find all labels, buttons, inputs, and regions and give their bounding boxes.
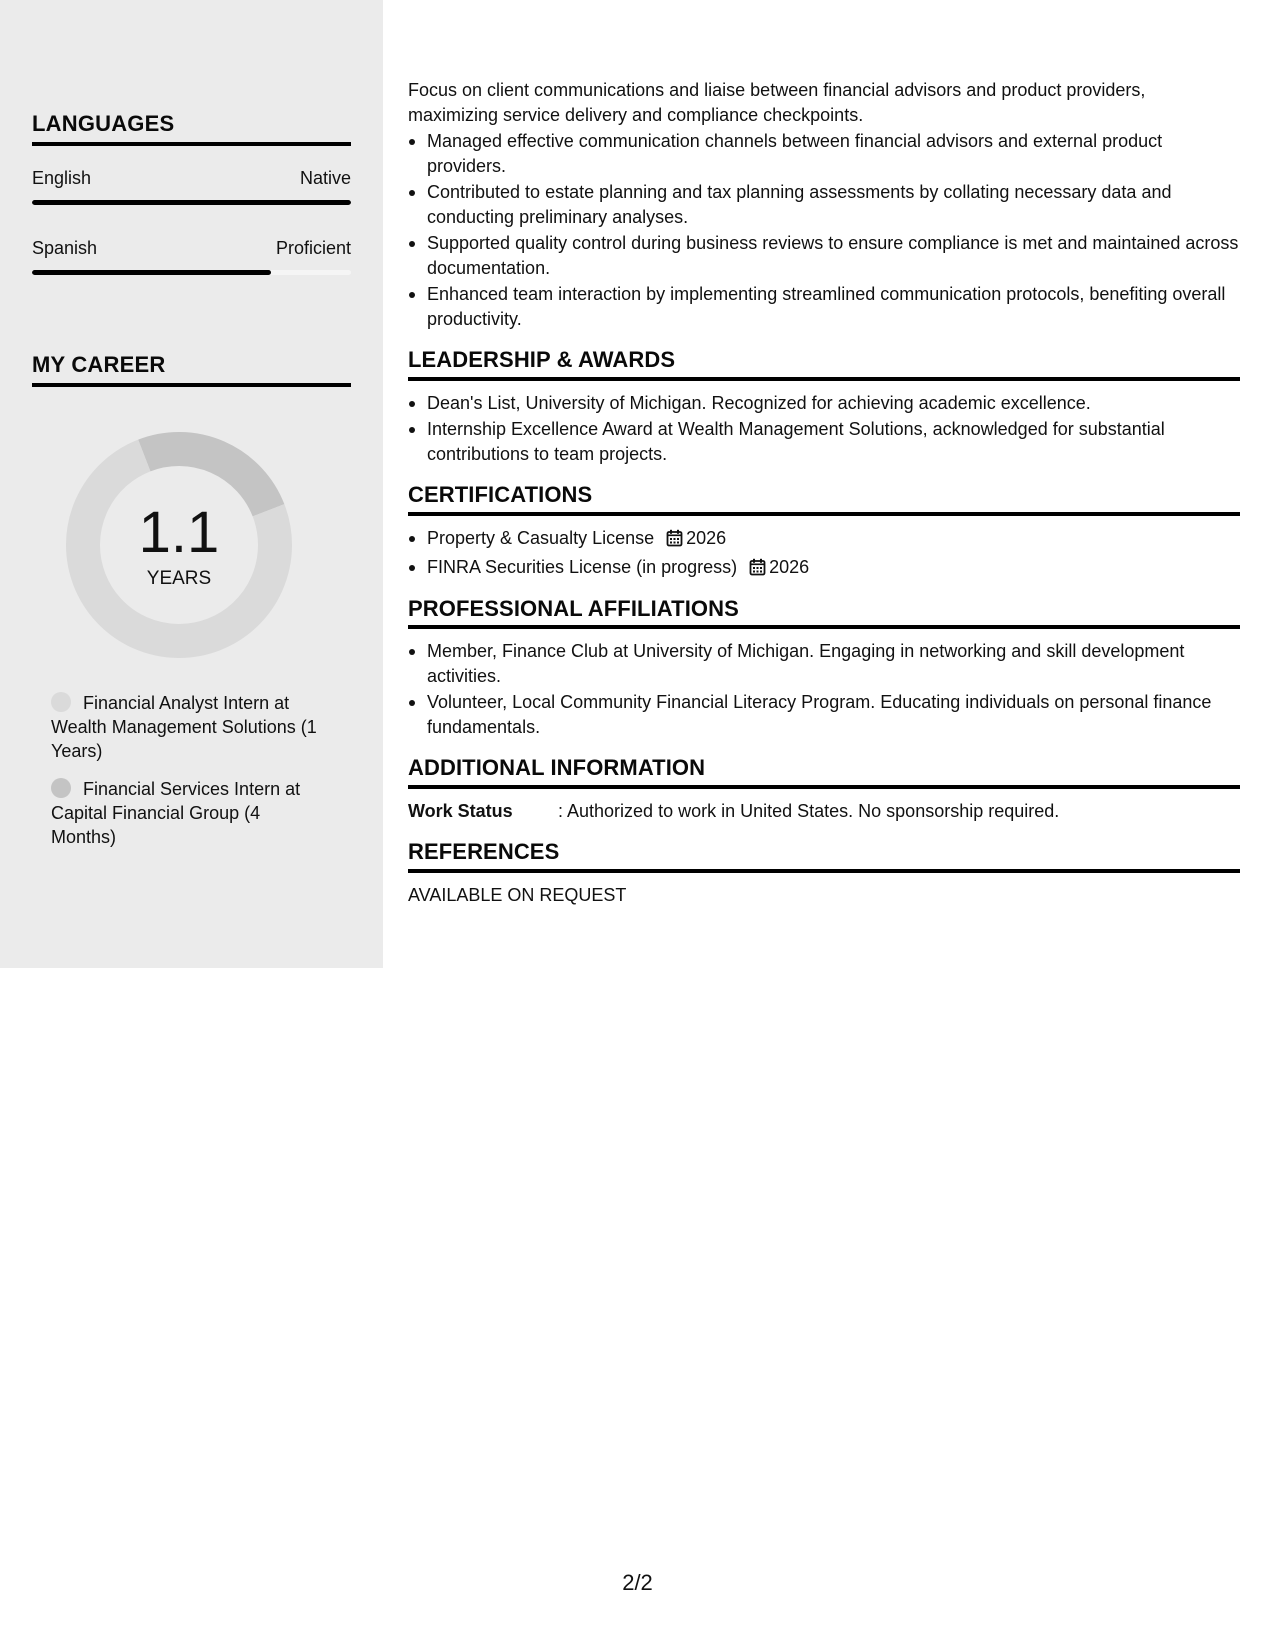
career-legend-dot: [51, 692, 71, 712]
career-legend-item: [51, 777, 321, 849]
experience-bullets: [408, 129, 1240, 331]
experience-bullet: Supported quality control during business reviews to ensure compliance is met and maintained across documentation.: [408, 231, 1240, 280]
main-content: [408, 78, 1240, 907]
page-number: 2/2: [622, 1570, 653, 1595]
leadership-item: Dean's List, University of Michigan. Recognized for achieving academic excellence.: [408, 391, 1240, 416]
affiliations-title: PROFESSIONAL AFFILIATIONS: [408, 597, 1240, 630]
career-rule: [32, 383, 351, 387]
calendar-icon: [666, 529, 683, 547]
experience-bullet: Enhanced team interaction by implementing streamlined communication protocols, benefiting overall productivity.: [408, 282, 1240, 331]
language-level: Proficient: [275, 238, 351, 258]
certification-year: 2026: [686, 527, 727, 548]
career-total-years: 1.1: [138, 500, 220, 565]
experience-bullet: Managed effective communication channels between financial advisors and external product providers.: [408, 129, 1240, 178]
languages-rule: [32, 142, 351, 146]
experience-summary: Focus on client communications and liaise between financial advisors and product providers, maximizing service delivery and compliance checkpoints.: [408, 80, 1146, 125]
language-bar-spanish: [32, 270, 351, 275]
languages-title: LANGUAGES: [32, 111, 175, 136]
additional-info-title: ADDITIONAL INFORMATION: [408, 756, 1240, 789]
language-row-english: [32, 168, 351, 189]
certification-year-wrap: [666, 528, 726, 548]
sidebar: [0, 0, 383, 968]
leadership-title: LEADERSHIP & AWARDS: [408, 348, 1240, 381]
language-name: Spanish: [32, 238, 98, 258]
career-legend-label: Financial Services Intern at Capital Financial Group (4 Months): [51, 779, 301, 847]
career-years-label: YEARS: [146, 568, 212, 589]
affiliations-list: [408, 639, 1240, 739]
certification-item: [408, 526, 1240, 551]
certification-name: Property & Casualty License: [427, 527, 655, 548]
certification-name: FINRA Securities License (in progress): [427, 557, 738, 577]
language-bar-fill: [32, 270, 271, 275]
career-legend-dot: [51, 778, 71, 798]
certification-year: 2026: [769, 557, 810, 577]
career-donut-chart: [66, 432, 292, 658]
work-status-row: [408, 799, 1240, 824]
experience-bullet: Contributed to estate planning and tax planning assessments by collating necessary data and conducting preliminary analyses.: [408, 180, 1240, 229]
work-status-key: Work Status: [408, 800, 513, 821]
work-status-value: : Authorized to work in United States. No sponsorship required.: [558, 800, 1060, 821]
career-legend-label: Financial Analyst Intern at Wealth Management Solutions (1 Years): [51, 693, 317, 761]
affiliation-item: Member, Finance Club at University of Michigan. Engaging in networking and skill development activities.: [408, 639, 1240, 688]
calendar-icon: [749, 558, 766, 576]
certifications-list: [408, 526, 1240, 580]
career-legend-item: [51, 691, 321, 763]
certification-item: [408, 555, 1240, 580]
language-bar-fill: [32, 200, 351, 205]
affiliation-item: Volunteer, Local Community Financial Literacy Program. Educating individuals on personal finance fundamentals.: [408, 690, 1240, 739]
career-title: MY CAREER: [32, 352, 166, 377]
leadership-list: [408, 391, 1240, 467]
language-bar-english: [32, 200, 351, 205]
references-title: REFERENCES: [408, 840, 1240, 873]
language-row-spanish: [32, 238, 351, 259]
language-level: Native: [299, 168, 351, 188]
certifications-title: CERTIFICATIONS: [408, 483, 1240, 516]
language-name: English: [32, 168, 92, 188]
certification-year-wrap: [749, 557, 809, 577]
leadership-item: Internship Excellence Award at Wealth Management Solutions, acknowledged for substantial contributions to team projects.: [408, 417, 1240, 466]
references-text: AVAILABLE ON REQUEST: [408, 884, 627, 905]
